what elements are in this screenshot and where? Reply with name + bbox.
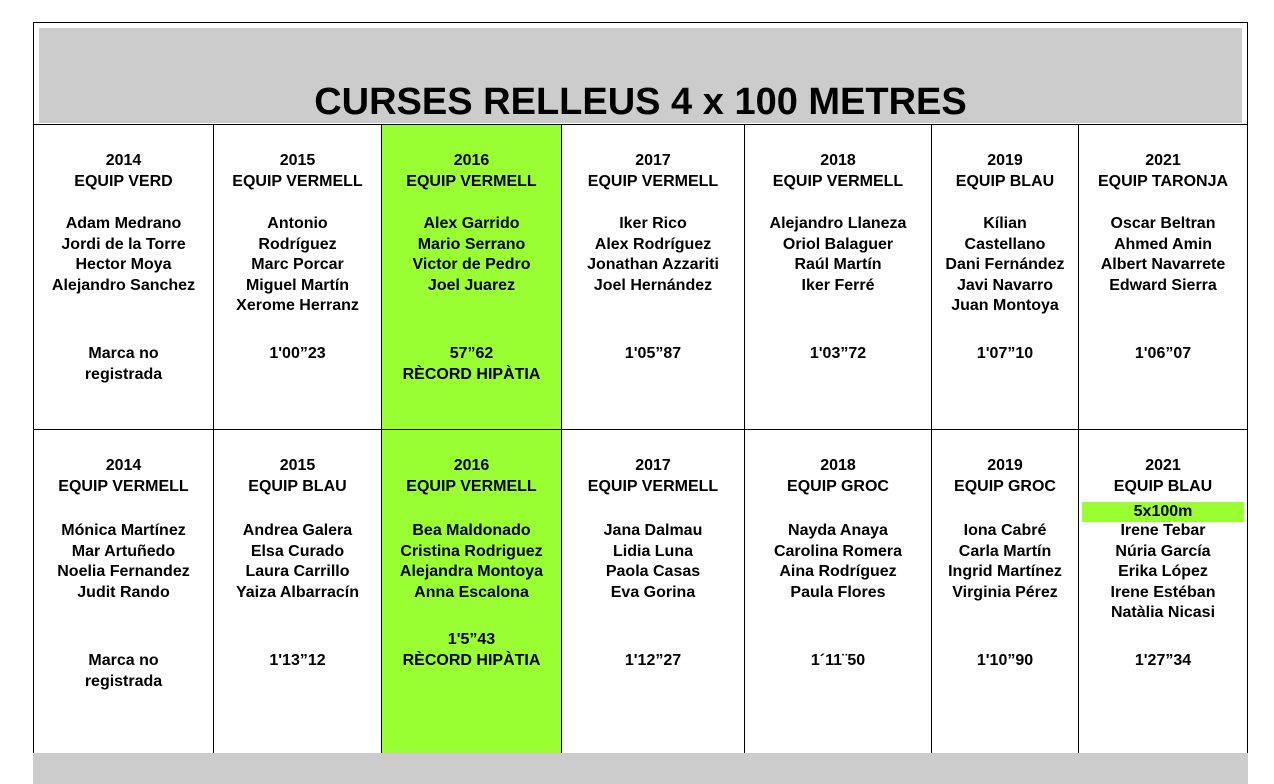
member-name: Irene Estéban	[1110, 583, 1216, 601]
member-name: Alejandro Sanchez	[51, 276, 196, 294]
member-name: Núria García	[1115, 542, 1211, 560]
team-year: 2016	[453, 457, 490, 474]
member-name: Juan Montoya	[951, 297, 1059, 314]
relay-result	[932, 651, 1078, 672]
member-name: Ahmed Amin	[1113, 235, 1213, 253]
relay-team-cell	[745, 430, 932, 754]
team-year: 2021	[1145, 457, 1181, 474]
member-name: Edward Sierra	[1109, 276, 1217, 294]
member-name: Jordi de la Torre	[61, 235, 186, 253]
member-name: Jonathan Azzariti	[587, 256, 719, 273]
member-name: Natàlia Nicasi	[1110, 604, 1216, 621]
member-name: Andrea Galera	[242, 522, 353, 539]
member-name: Erika López	[1118, 563, 1208, 580]
member-name: Mónica Martínez	[61, 522, 186, 539]
page-title: CURSES RELLEUS 4 x 100 METRES	[314, 81, 967, 123]
result-line: 1'10”90	[976, 652, 1034, 669]
result-line: 1'03”72	[809, 345, 867, 362]
relay-team-cell	[214, 430, 382, 754]
relay-team-cell	[932, 125, 1079, 429]
member-name: Nayda Anaya	[788, 522, 888, 539]
team-members	[562, 214, 744, 296]
result-line: 57”62	[449, 345, 494, 362]
team-year: 2018	[820, 152, 856, 169]
member-name: Lidia Luna	[613, 542, 693, 560]
member-name: Mario Serrano	[417, 235, 526, 253]
relay-result	[1079, 651, 1247, 672]
member-name: Paola Casas	[605, 563, 701, 580]
boys-row	[34, 125, 1247, 430]
member-name: Jana Dalmau	[603, 522, 703, 539]
member-name: Albert Navarrete	[1100, 256, 1226, 273]
result-line: RÈCORD HIPÀTIA	[402, 365, 541, 383]
girls-row	[34, 430, 1247, 755]
result-line: 1'13”12	[269, 652, 326, 669]
team-name: EQUIP GROC	[954, 478, 1056, 495]
team-members	[745, 521, 931, 603]
team-year: 2016	[453, 152, 490, 169]
team-name: EQUIP VERMELL	[406, 478, 537, 495]
relay-team-cell	[214, 125, 382, 429]
relay-result	[214, 344, 381, 365]
member-name: Noelia Fernandez	[57, 563, 190, 580]
member-name: Antonio	[267, 215, 328, 232]
team-year: 2015	[279, 152, 316, 169]
member-name: Bea Maldonado	[412, 522, 531, 539]
team-name: EQUIP VERMELL	[587, 173, 719, 190]
team-name: EQUIP BLAU	[955, 173, 1055, 190]
relay-team-cell	[562, 125, 745, 429]
result-line: Marca no	[88, 345, 159, 362]
title-background	[39, 28, 1242, 123]
team-year: 2021	[1145, 152, 1181, 169]
team-name: EQUIP GROC	[787, 478, 889, 495]
team-name: EQUIP VERMELL	[772, 173, 904, 190]
member-name: Oscar Beltran	[1110, 215, 1216, 232]
relay-result	[745, 651, 931, 672]
member-name: Laura Carrillo	[245, 563, 350, 580]
title-bar	[34, 23, 1247, 124]
result-line: Marca no	[88, 652, 159, 669]
member-name: Rodríguez	[258, 235, 337, 253]
team-year: 2019	[987, 152, 1023, 169]
team-members	[34, 521, 213, 603]
relay-result	[34, 344, 213, 385]
team-members	[562, 521, 744, 603]
result-line: registrada	[84, 365, 163, 383]
member-name: Elsa Curado	[250, 542, 345, 560]
team-name: EQUIP BLAU	[1113, 478, 1213, 495]
member-name: Joel Juarez	[427, 276, 516, 294]
relay-result	[214, 651, 381, 672]
relay-result	[382, 630, 561, 671]
member-name: Yaiza Albarracín	[235, 583, 360, 601]
team-members	[34, 214, 213, 296]
relay-team-cell	[382, 430, 562, 754]
result-line: 1'06”07	[1134, 345, 1192, 362]
team-year: 2015	[279, 457, 316, 474]
member-name: Iker Rico	[619, 215, 687, 232]
member-name: Anna Escalona	[414, 583, 529, 601]
team-members	[382, 214, 561, 296]
relay-result	[382, 344, 561, 385]
team-members	[1079, 214, 1247, 296]
member-name: Ingrid Martínez	[948, 563, 1062, 580]
member-name: Iona Cabré	[963, 522, 1047, 539]
member-name: Alex Garrido	[423, 215, 520, 232]
member-name: Miguel Martín	[245, 276, 350, 294]
member-name: Hector Moya	[75, 256, 172, 273]
member-name: Alejandra Montoya	[399, 563, 544, 580]
result-line: 1'5”43	[447, 631, 496, 648]
team-year: 2014	[105, 152, 142, 169]
team-name: EQUIP TARONJA	[1097, 173, 1229, 190]
team-members	[382, 521, 561, 603]
result-line: 1'07”10	[976, 345, 1034, 362]
team-year: 2014	[105, 457, 142, 474]
relay-result	[932, 344, 1078, 365]
team-name: EQUIP VERMELL	[58, 478, 189, 495]
team-name: EQUIP VERMELL	[232, 173, 363, 190]
member-name: Iker Ferré	[801, 276, 875, 294]
member-name: Marc Porcar	[251, 256, 344, 273]
relay-result	[1079, 344, 1247, 365]
result-line: 1´11¨50	[810, 652, 866, 669]
member-name: Irene Tebar	[1120, 522, 1206, 539]
relay-team-cell	[562, 430, 745, 754]
team-year: 2017	[635, 152, 671, 169]
member-name: Raúl Martín	[794, 256, 882, 273]
team-year: 2017	[635, 457, 671, 474]
relay-team-cell	[932, 430, 1079, 754]
team-members	[214, 214, 381, 317]
team-name: EQUIP VERMELL	[406, 173, 537, 190]
member-name: Victor de Pedro	[412, 256, 531, 273]
member-name: Castellano	[964, 235, 1046, 253]
member-name: Mar Artuñedo	[71, 542, 176, 560]
result-line: 1'27”34	[1134, 652, 1192, 669]
team-year: 2019	[987, 457, 1023, 474]
member-name: Dani Fernández	[945, 256, 1065, 273]
member-name: Adam Medrano	[65, 215, 182, 232]
team-members	[214, 521, 381, 603]
member-name: Kílian	[983, 215, 1027, 232]
member-name: Carolina Romera	[773, 542, 903, 560]
member-name: Javi Navarro	[956, 276, 1054, 294]
team-year: 2018	[820, 457, 856, 474]
relay-team-cell	[1079, 430, 1247, 754]
team-members	[932, 521, 1078, 603]
relay-team-cell	[745, 125, 932, 429]
team-name: EQUIP VERMELL	[587, 478, 719, 495]
member-name: Virginia Pérez	[952, 583, 1058, 601]
relay-team-cell	[382, 125, 562, 429]
footer-bar	[33, 753, 1248, 784]
relay-team-cell	[1079, 125, 1247, 429]
member-name: Alejandro Llaneza	[769, 215, 907, 232]
relay-table-frame	[33, 22, 1248, 784]
member-name: Paula Flores	[790, 583, 886, 601]
team-members	[932, 214, 1078, 317]
relay-result	[745, 344, 931, 365]
result-line: registrada	[84, 672, 163, 690]
team-members	[1079, 521, 1247, 624]
team-members	[745, 214, 931, 296]
relay-team-cell	[34, 125, 214, 429]
result-line: 1'12”27	[624, 652, 682, 669]
member-name: Xerome Herranz	[236, 297, 359, 314]
event-badge: 5x100m	[1082, 502, 1244, 522]
member-name: Oriol Balaguer	[782, 235, 894, 253]
team-name: EQUIP BLAU	[248, 478, 347, 495]
result-line: RÈCORD HIPÀTIA	[402, 651, 541, 669]
member-name: Judit Rando	[77, 583, 170, 601]
result-line: 1'05”87	[624, 345, 682, 362]
member-name: Aina Rodríguez	[779, 563, 897, 580]
relay-grid	[34, 124, 1247, 754]
member-name: Carla Martín	[958, 542, 1052, 560]
relay-team-cell	[34, 430, 214, 754]
relay-result	[34, 651, 213, 692]
team-name: EQUIP VERD	[74, 173, 173, 190]
relay-result	[562, 651, 744, 672]
relay-result	[562, 344, 744, 365]
member-name: Alex Rodríguez	[594, 235, 712, 253]
member-name: Cristina Rodriguez	[400, 542, 543, 560]
result-line: 1'00”23	[269, 345, 326, 362]
member-name: Eva Gorina	[610, 583, 696, 601]
member-name: Joel Hernández	[593, 276, 713, 294]
